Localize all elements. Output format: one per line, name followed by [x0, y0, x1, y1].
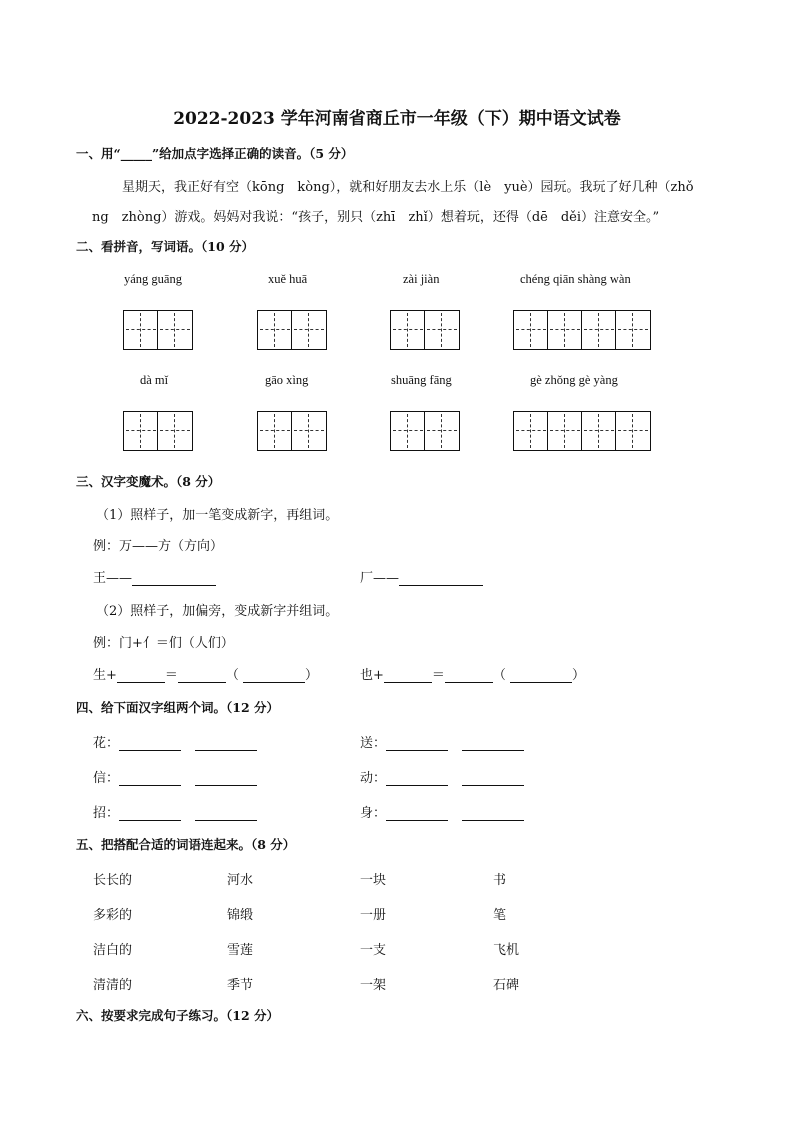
pinyin-5: dà mǐ [140, 373, 169, 387]
q2-item-a [93, 664, 318, 683]
pinyin-2: xuě huā [268, 272, 308, 286]
match-col1-item[interactable]: 长长的 [93, 873, 133, 888]
word-blank-2[interactable] [195, 771, 257, 786]
match-col2-item[interactable]: 锦缎 [227, 908, 254, 923]
word-pair-left-2 [93, 767, 257, 786]
q1-item-b [360, 567, 483, 586]
q2-item-b-radical-blank[interactable] [384, 668, 432, 683]
pinyin-3: zài jiàn [403, 272, 440, 286]
match-col3-item[interactable]: 一支 [360, 943, 387, 958]
match-col2-item[interactable]: 雪莲 [227, 943, 254, 958]
match-col1-item[interactable]: 洁白的 [93, 943, 133, 958]
match-col3-item[interactable]: 一块 [360, 873, 387, 888]
word-blank-1[interactable] [386, 806, 448, 821]
word-pair-char: 送： [360, 736, 387, 751]
word-blank-2[interactable] [195, 736, 257, 751]
q2-item-b-lparen: （ [492, 668, 506, 683]
match-col4-item[interactable]: 笔 [493, 908, 507, 923]
word-blank-2[interactable] [462, 736, 524, 751]
section-3-q1: （1）照样子，加一笔变成新字，再组词。 [96, 508, 339, 523]
writing-grid-2[interactable] [257, 310, 327, 350]
word-blank-2[interactable] [462, 771, 524, 786]
word-pair-char: 花： [93, 736, 120, 751]
pinyin-1: yáng guāng [124, 272, 182, 286]
match-col1-item[interactable]: 多彩的 [93, 908, 133, 923]
q1-item-a-blank[interactable] [132, 571, 216, 586]
word-blank-2[interactable] [462, 806, 524, 821]
section-1-line-2: ng zhòng）游戏。妈妈对我说：“孩子，别只（zhī zhǐ）想着玩，还得（dē děi）注意安全。” [92, 210, 660, 225]
section-6-heading: 六、按要求完成句子练习。（12 分） [76, 1008, 279, 1023]
word-pair-right-3 [360, 802, 524, 821]
writing-grid-3[interactable] [390, 310, 460, 350]
q1-item-b-blank[interactable] [399, 571, 483, 586]
word-pair-char: 动： [360, 771, 387, 786]
word-blank-1[interactable] [386, 736, 448, 751]
match-col4-item[interactable]: 石碑 [493, 978, 520, 993]
q2-item-b-equals: ＝ [431, 668, 445, 683]
match-col4-item[interactable]: 飞机 [493, 943, 520, 958]
pinyin-8: gè zhǒng gè yàng [530, 373, 618, 387]
section-3-q2-example: 例：门+亻＝们（人们） [93, 636, 234, 651]
section-1-heading: 一、用“_____”给加点字选择正确的读音。（5 分） [76, 146, 354, 161]
q2-item-b-rparen: ） [571, 668, 585, 683]
section-2-heading: 二、看拼音，写词语。（10 分） [76, 239, 254, 254]
q1-item-a-char: 王—— [93, 571, 133, 586]
q2-item-a-word-blank[interactable] [243, 668, 305, 683]
q2-item-a-equals: ＝ [164, 668, 178, 683]
q2-item-a-char-blank[interactable] [178, 668, 226, 683]
word-blank-1[interactable] [119, 806, 181, 821]
word-blank-2[interactable] [195, 806, 257, 821]
q2-item-a-rparen: ） [304, 668, 318, 683]
q2-item-a-radical-blank[interactable] [117, 668, 165, 683]
match-col4-item[interactable]: 书 [493, 873, 507, 888]
q1-item-b-char: 厂—— [360, 571, 400, 586]
page-title: 2022-2023 学年河南省商丘市一年级（下）期中语文试卷 [173, 109, 621, 129]
word-pair-char: 身： [360, 806, 387, 821]
word-pair-right-2 [360, 767, 524, 786]
match-col1-item[interactable]: 清清的 [93, 978, 133, 993]
q2-item-b [360, 664, 585, 683]
q2-item-a-char: 生+ [93, 668, 117, 683]
pinyin-4: chéng qiān shàng wàn [520, 272, 631, 286]
section-5-heading: 五、把搭配合适的词语连起来。（8 分） [76, 837, 296, 852]
section-1-line-1: 星期天，我正好有空（kōng kòng），就和好朋友去水上乐（lè yuè）园玩。我玩了好几种（zhǒ [122, 180, 694, 195]
writing-grid-8[interactable] [513, 411, 651, 451]
word-pair-left-1 [93, 732, 257, 751]
pinyin-6: gāo xìng [265, 373, 309, 387]
word-pair-char: 招： [93, 806, 120, 821]
match-col3-item[interactable]: 一册 [360, 908, 387, 923]
writing-grid-1[interactable] [123, 310, 193, 350]
word-pair-left-3 [93, 802, 257, 821]
word-blank-1[interactable] [119, 736, 181, 751]
section-3-heading: 三、汉字变魔术。（8 分） [76, 474, 221, 489]
section-4-heading: 四、给下面汉字组两个词。（12 分） [76, 700, 279, 715]
word-blank-1[interactable] [386, 771, 448, 786]
match-col3-item[interactable]: 一架 [360, 978, 387, 993]
match-col2-item[interactable]: 河水 [227, 873, 254, 888]
section-3-q1-example: 例：万——方（方向） [93, 539, 224, 554]
writing-grid-4[interactable] [513, 310, 651, 350]
section-3-q2: （2）照样子，加偏旁，变成新字并组词。 [96, 604, 339, 619]
writing-grid-6[interactable] [257, 411, 327, 451]
q2-item-a-lparen: （ [225, 668, 239, 683]
pinyin-7: shuāng fāng [391, 373, 452, 387]
q2-item-b-char-blank[interactable] [445, 668, 493, 683]
writing-grid-7[interactable] [390, 411, 460, 451]
q1-item-a [93, 567, 216, 586]
word-blank-1[interactable] [119, 771, 181, 786]
q2-item-b-char: 也+ [360, 668, 384, 683]
match-col2-item[interactable]: 季节 [227, 978, 254, 993]
word-pair-right-1 [360, 732, 524, 751]
q2-item-b-word-blank[interactable] [510, 668, 572, 683]
writing-grid-5[interactable] [123, 411, 193, 451]
word-pair-char: 信： [93, 771, 120, 786]
